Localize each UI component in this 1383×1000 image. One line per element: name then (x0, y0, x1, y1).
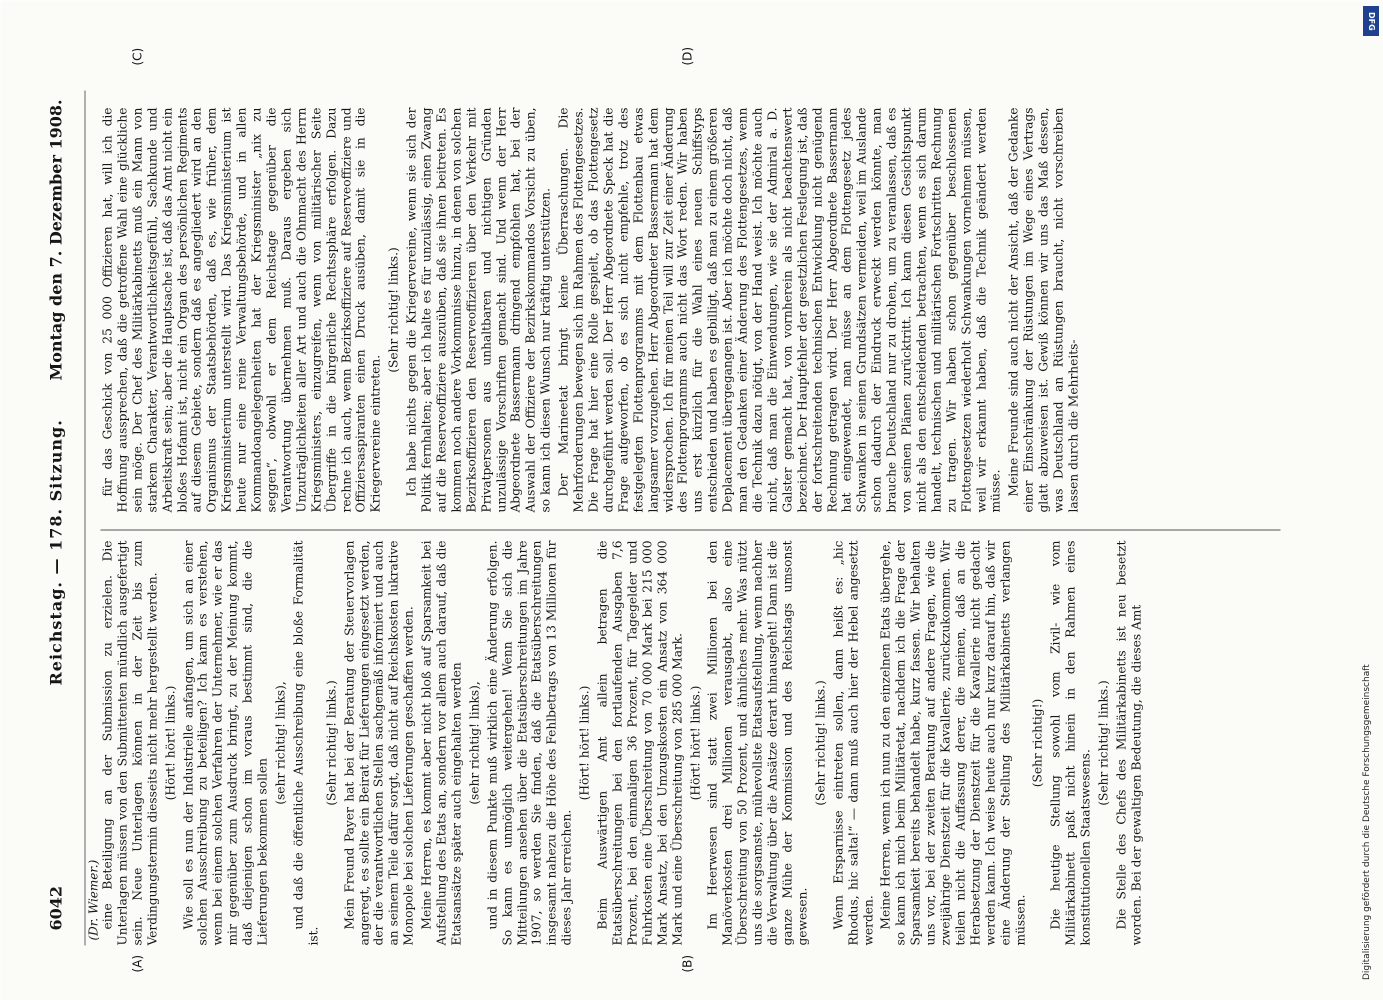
margin-mark-b: (B) (680, 954, 694, 972)
interjection: (sehr richtig! links), (466, 680, 481, 805)
paragraph: Die heutige Stellung sowohl vom Zivil- wie vom Militärkabinett paßt nicht hinein in den Rahmen eines konstitutionellen Staatswesens. (1048, 540, 1093, 945)
paragraph: für das Geschick von 25 000 Offizieren hat, will ich die Hoffnung aussprechen, daß die getroffene Wahl eine glückliche sein möge. Der Chef des Militärkabinetts muß ein Mann von starkem Charakter, Verantwortlichkeitsgefühl, Sachkunde und Arbeitskraft sein; aber die Hauptsache ist, daß das Amt nicht ein bloßes Hofamt ist, nicht ein Organ des persönlichen Regiments auf diesem Gebiete, sondern daß es angegliedert wird an den Organismus der Staatsbehörden, daß es, wie früher, dem Kriegsministerium unterstellt wird. Das Kriegsministerium ist heute nur eine reine Verwaltungsbehörde, und in allen Kommandoangelegenheiten hat der Kriegsminister „nix zu seggen“, obwohl er dem Reichstage gegenüber die Verantwortung übernehmen muß. Daraus ergeben sich Unzuträglichkeiten aller Art und auch die Ohnmacht des Herrn Kriegsministers, einzugreifen, wenn von militärischer Seite Übergriffe in die bürgerliche Rechtssphäre erfolgen. Dazu rechne ich auch, wenn Bezirksoffiziere auf Reserveoffiziere und Offiziersaspiranten einen Druck ausüben, damit sie in die Kriegervereine eintreten. (100, 107, 383, 512)
column-separator (100, 529, 1280, 530)
margin-mark-d: (D) (680, 46, 694, 65)
interjection: (Hört! hört! links.) (577, 685, 592, 800)
paragraph: Wenn Ersparnisse eintreten sollen, dann heißt es: „hic Rhodus, hic salta!“ — dann muß auch hier der Hebel angesetzt werden. (830, 540, 875, 945)
left-text-column (100, 540, 1280, 945)
right-text-column (100, 107, 1280, 512)
interjection: (Hört! hört! links.) (687, 685, 702, 800)
paragraph: eine Beteiligung an der Submission zu erzielen. Die Unterlagen müssen von den Submittenten mündlich ausgefertigt sein. Neue Unterlagen können in der Zeit bis zum Verdingungstermin diesseits nicht mehr hergestellt werden. (100, 540, 159, 945)
paragraph: Meine Herren, es kommt aber nicht bloß auf Sparsamkeit bei Aufstellung des Etats an, sondern vor allem auch darauf, daß die Etatsansätze später auch eingehalten werden (419, 540, 463, 945)
page-number: 6042 (46, 885, 65, 930)
speaker-label: (Dr. Wiemer.) (86, 859, 100, 940)
paragraph: Im Heerwesen sind statt zwei Millionen bei den Manöverkosten drei Millionen verausgabt, also eine Überschreitung von 50 Prozent, und ähnliches mehr. Was nützt uns die sorgsamste, mühevollste Etatsaufstellung, wenn nachher die Verwaltung über die Ansätze derart hinausgeht! Dann ist die ganze Mühe der Kommission und des Reichstags umsonst gewesen. (705, 540, 809, 945)
session-title: Reichstag. — 178. Sitzung. (46, 418, 65, 685)
margin-mark-c: (C) (130, 47, 144, 65)
margin-mark-a: (A) (130, 954, 144, 972)
paragraph: Beim Auswärtigen Amt allein betragen die Etatsüberschreitungen bei den fortlaufenden Ausgaben 7,6 Prozent, bei den einmaligen 36 Prozent, für Tagegelder und Fuhrkosten eine Überschreitung von 70 000 Mark bei 215 000 Mark Ansatz, bei den Umzugskosten ein Ansatz von 364 000 Mark und eine Überschreitung von 285 000 Mark. (595, 540, 684, 945)
interjection: (Sehr richtig! links.) (386, 246, 401, 373)
paragraph: und daß die öffentliche Ausschreibung eine bloße Formalität ist. (290, 540, 320, 945)
paragraph: Meine Freunde sind auch nicht der Ansicht, daß der Gedanke einer Einschränkung der Rüstungen im Wege eines Vertrags glatt abzuweisen ist. Gewiß können wir uns das Maß dessen, was Deutschland an Rüstungen braucht, nicht vorschreiben lassen durch die Mehrheits- (1006, 107, 1080, 512)
paragraph: Der Marineetat bringt keine Überraschungen. Die Mehrforderungen bewegen sich im Rahmen des Flottengesetzes. Die Frage hat hier eine Rolle gespielt, ob das Flottengesetz durchgeführt werden soll. Der Herr Abgeordnete Speck hat die Frage aufgeworfen, ob es sich nicht empfehle, trotz des festgelegten Flottenprogramms mit dem Flottenbau etwas langsamer vorzugehen. Herr Abgeordneter Bassermann hat dem widersprochen. Ich für meinen Teil will zur Zeit einer Änderung des Flottenprogramms auch nicht das Wort reden. Wir haben uns erst kürzlich für die Wahl eines neuen Schiffstyps entschieden und haben es gebilligt, daß man zu einem größeren Deplacement übergegangen ist. Aber ich möchte doch nicht, daß man den Gedanken einer Änderung des Flottengesetzes, wenn die Technik dazu nötigt, von der Hand weist. Ich möchte auch nicht, daß man die Einwendungen, wie sie der Admiral a. D. Galster gemacht hat, von vornherein als nicht beachtenswert bezeichnet. Der Hauptfehler der gesetzlichen Festlegung ist, daß der fortschreitenden technischen Entwicklung nicht genügend Rechnung getragen wird. Der Herr Abgeordnete Bassermann hat eingewendet, man müsse an dem Flottengesetz jedes Schwanken in seinen Grundsätzen vermeiden, weil im Auslande schon dadurch der Eindruck erweckt werden könnte, man brauche Deutschland nur zu drohen, um zu veranlassen, daß es von seinen Plänen zurücktritt. Ich kann diesen Gesichtspunkt nicht als den entscheidenden betrachten, wenn es sich darum handelt, technischen und militärischen Fortschritten Rechnung zu tragen. Wir haben schon gegenüber beschlossenen Flottengesetzen wiederholt Schwankungen vornehmen müssen, weil wir erkannt haben, daß die Technik geändert werden müsse. (556, 107, 1003, 512)
interjection: (Sehr richtig! links.) (812, 679, 827, 806)
session-date: Montag den 7. Dezember 1908. (46, 98, 65, 380)
footer-strip (1362, 20, 1378, 980)
interjection: (Sehr richtig!) (1030, 698, 1045, 787)
paragraph: Die Stelle des Chefs des Militärkabinetts ist neu besetzt worden. Bei der gewaltigen Bedeutung, die dieses Amt (1114, 540, 1143, 945)
interjection: (Hört! hört! links.) (162, 685, 177, 800)
dfg-logo: DFG (1363, 6, 1379, 36)
page-header (42, 90, 78, 940)
paragraph: und in diesem Punkte muß wirklich eine Änderung erfolgen. So kann es unmöglich weitergehen! Wenn Sie sich die Mitteilungen ansehen über die Etatsüberschreitungen im Jahre 1907, so werden Sie finden, daß die Etatsüberschreitungen insgesamt nahezu die Höhe des Fehlbetrags von 13 Millionen für dieses Jahr erreichen. (484, 540, 574, 945)
interjection: (sehr richtig! links), (272, 680, 287, 805)
digitization-note: Digitalisierung gefördert durch die Deutsche Forschungsgemeinschaft (1362, 664, 1372, 980)
paragraph: Mein Freund Payer hat bei der Beratung der Steuervorlagen angeregt, es sollte ein Beirat für Lieferungen eingesetzt werden, der die verantwortlichen Stellen sachgemäß informiert und auch an seinem Teile dafür sorgt, daß nicht auf Reichskosten lukrative Monopole bei solchen Lieferungen geschaffen werden. (341, 540, 416, 945)
header-rule (84, 90, 85, 945)
paragraph: Meine Herren, wenn ich nun zu den einzelnen Etats übergehe, so kann ich mich beim Militäretat, nachdem ich die Frage der Sparsamkeit bereits behandelt habe, kurz fassen. Wir behalten uns vor, bei der zweiten Beratung auf andere Fragen, wie die zweijährige Dienstzeit für die Kavallerie, zurückzukommen. Wir teilen nicht die Auffassung derer, die meinen, daß an die Herabsetzung der Dienstzeit für die Kavallerie nicht gedacht werden kann. Ich weise heute auch nur kurz darauf hin, daß wir eine Änderung der Stellung des Militärkabinetts verlangen müssen. (878, 540, 1027, 945)
interjection: (Sehr richtig! links.) (323, 679, 338, 806)
interjection: (Sehr richtig! links.) (1096, 679, 1111, 806)
paragraph: Ich habe nichts gegen die Kriegervereine, wenn sie sich der Politik fernhalten; aber ich halte es für unzulässig, einen Zwang auf die Reserveoffiziere auszuüben, daß sie ihnen beitreten. Es kommen noch andere Vorkommnisse hinzu, in denen von solchen Bezirksoffizieren den Reserveoffizieren über den Verkehr mit Privatpersonen aus unhaltbaren und nichtigen Gründen unzulässige Vorschriften gemacht sind. Und wenn der Herr Abgeordnete Bassermann dringend empfohlen hat, bei der Auswahl der Offiziere der Bezirkskommandos Vorsicht zu üben, so kann ich diesen Wunsch nur kräftig unterstützen. (404, 107, 553, 512)
paragraph: Wie soll es nun der Industrielle anfangen, um sich an einer solchen Ausschreibung zu beteiligen? Ich kann es verstehen, wenn bei einem solchen Verfahren der Unternehmer, wie er das mir gegenüber zum Ausdruck bringt, zu der Meinung kommt, daß diejenigen schon im voraus bestimmt sind, die die Lieferungen bekommen sollen (180, 540, 270, 945)
